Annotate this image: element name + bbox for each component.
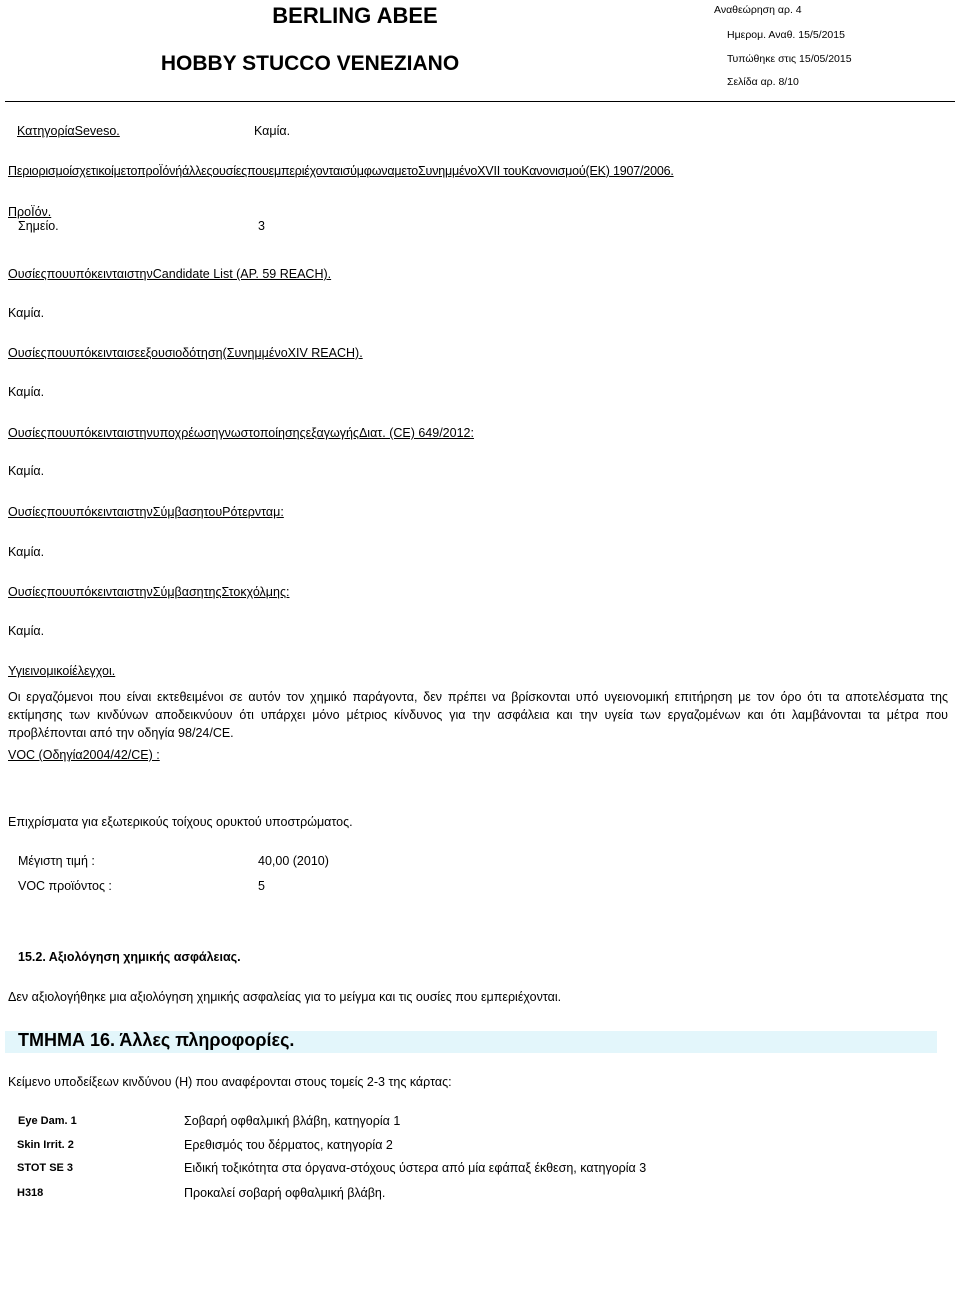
hazard-text: Προκαλεί σοβαρή οφθαλμική βλάβη. <box>184 1186 386 1200</box>
section-16-title: ΤΜΗΜΑ 16. Άλλες πληροφορίες. <box>18 1030 295 1050</box>
voc-product-label: VOC προϊόντος : <box>18 879 112 893</box>
authorisation-value: Καμία. <box>8 385 45 399</box>
restrictions-heading: ΠεριορισμοίσχετικοίμετοπροΪόνήάλλεςουσίεςπουεμπεριέχονταισύμφωναμετοΣυνημμένοXVII τουΚανονισμού(ΕΚ) 1907/2006. <box>8 164 674 178</box>
page-number: Σελίδα αρ. 8/10 <box>727 76 799 88</box>
product-name: HOBBY STUCCO VENEZIANO <box>160 52 460 75</box>
stockholm-heading: ΟυσίεςπουυπόκεινταιστηνΣύμβασητηςΣτοκχόλμης: <box>8 585 290 599</box>
company-name: BERLING ABEE <box>272 3 438 28</box>
hazard-text: Ειδική τοξικότητα στα όργανα-στόχους ύστερα από μία εφάπαξ έκθεση, κατηγορία 3 <box>184 1161 647 1175</box>
health-paragraph: Οι εργαζόμενοι που είναι εκτεθειμένοι σε αυτόν τον χημικό παράγοντα, δεν πρέπει να βρίσκονται υπό υγειονομική επιτήρηση με τον όρο ότι τα αποτελέσματα της εκτίμησης των κινδύνων αποδεικνύουν ότι υπάρχει μόνο μέτριος κίνδυνος για την ασφάλεια και την υγεία των εργαζομένων και ότι λαμβάνονται τα μέτρα που προβλέπονται από την οδηγία 98/24/CE. <box>8 690 948 740</box>
header-divider <box>5 101 955 102</box>
point-value: 3 <box>258 219 265 233</box>
seveso-value: Καμία. <box>254 124 291 138</box>
voc-max-label: Μέγιστη τιμή : <box>18 854 95 868</box>
hazard-code: STOT SE 3 <box>17 1162 74 1174</box>
product-label: ΠροΪόν. <box>8 205 52 219</box>
hazard-code: H318 <box>17 1187 44 1199</box>
revision-date: Ημερομ. Αναθ. 15/5/2015 <box>727 29 845 41</box>
hazard-code: Skin Irrit. 2 <box>17 1139 74 1151</box>
health-heading: Υγιεινομικοίέλεγχοι. <box>8 664 116 678</box>
export-notification-heading: ΟυσίεςπουυπόκεινταιστηνυποχρέωσηγνωστοποίησηςεξαγωγήςΔιατ. (CE) 649/2012: <box>8 426 474 440</box>
seveso-label: ΚατηγορίαSeveso. <box>17 124 120 138</box>
assessment-heading: 15.2. Αξιολόγηση χημικής ασφάλειας. <box>18 950 241 964</box>
voc-category: Επιχρίσματα για εξωτερικούς τοίχους ορυκτού υποστρώματος. <box>8 815 353 829</box>
revision-number: Αναθεώρηση αρ. 4 <box>714 4 802 16</box>
voc-heading: VOC (Οδηγία2004/42/CE) : <box>8 748 160 762</box>
point-label: Σημείο. <box>18 219 59 233</box>
print-date: Τυπώθηκε στις 15/05/2015 <box>727 53 852 65</box>
hazard-text: Σοβαρή οφθαλμική βλάβη, κατηγορία 1 <box>184 1114 401 1128</box>
hazard-intro: Κείμενο υποδείξεων κινδύνου (H) που αναφέρονται στους τομείς 2-3 της κάρτας: <box>8 1075 452 1089</box>
voc-max-value: 40,00 (2010) <box>258 854 329 868</box>
voc-product-value: 5 <box>258 879 265 893</box>
rotterdam-value: Καμία. <box>8 545 45 559</box>
authorisation-heading: Ουσίεςπουυπόκεινταισεεξουσιοδότηση(ΣυνημμένοXIV REACH). <box>8 346 363 360</box>
hazard-code: Eye Dam. 1 <box>18 1115 77 1127</box>
candidate-list-heading: ΟυσίεςπουυπόκεινταιστηνCandidate List (ΑΡ. 59 REACH). <box>8 267 332 281</box>
rotterdam-heading: ΟυσίεςπουυπόκεινταιστηνΣύμβασητουΡότερνταμ: <box>8 505 284 519</box>
assessment-text: Δεν αξιολογήθηκε μια αξιολόγηση χημικής ασφαλείας για το μείγμα και τις ουσίες που εμπεριέχονται. <box>8 990 562 1004</box>
export-notification-value: Καμία. <box>8 464 45 478</box>
hazard-text: Ερεθισμός του δέρματος, κατηγορία 2 <box>184 1138 393 1152</box>
candidate-list-value: Καμία. <box>8 306 45 320</box>
stockholm-value: Καμία. <box>8 624 45 638</box>
